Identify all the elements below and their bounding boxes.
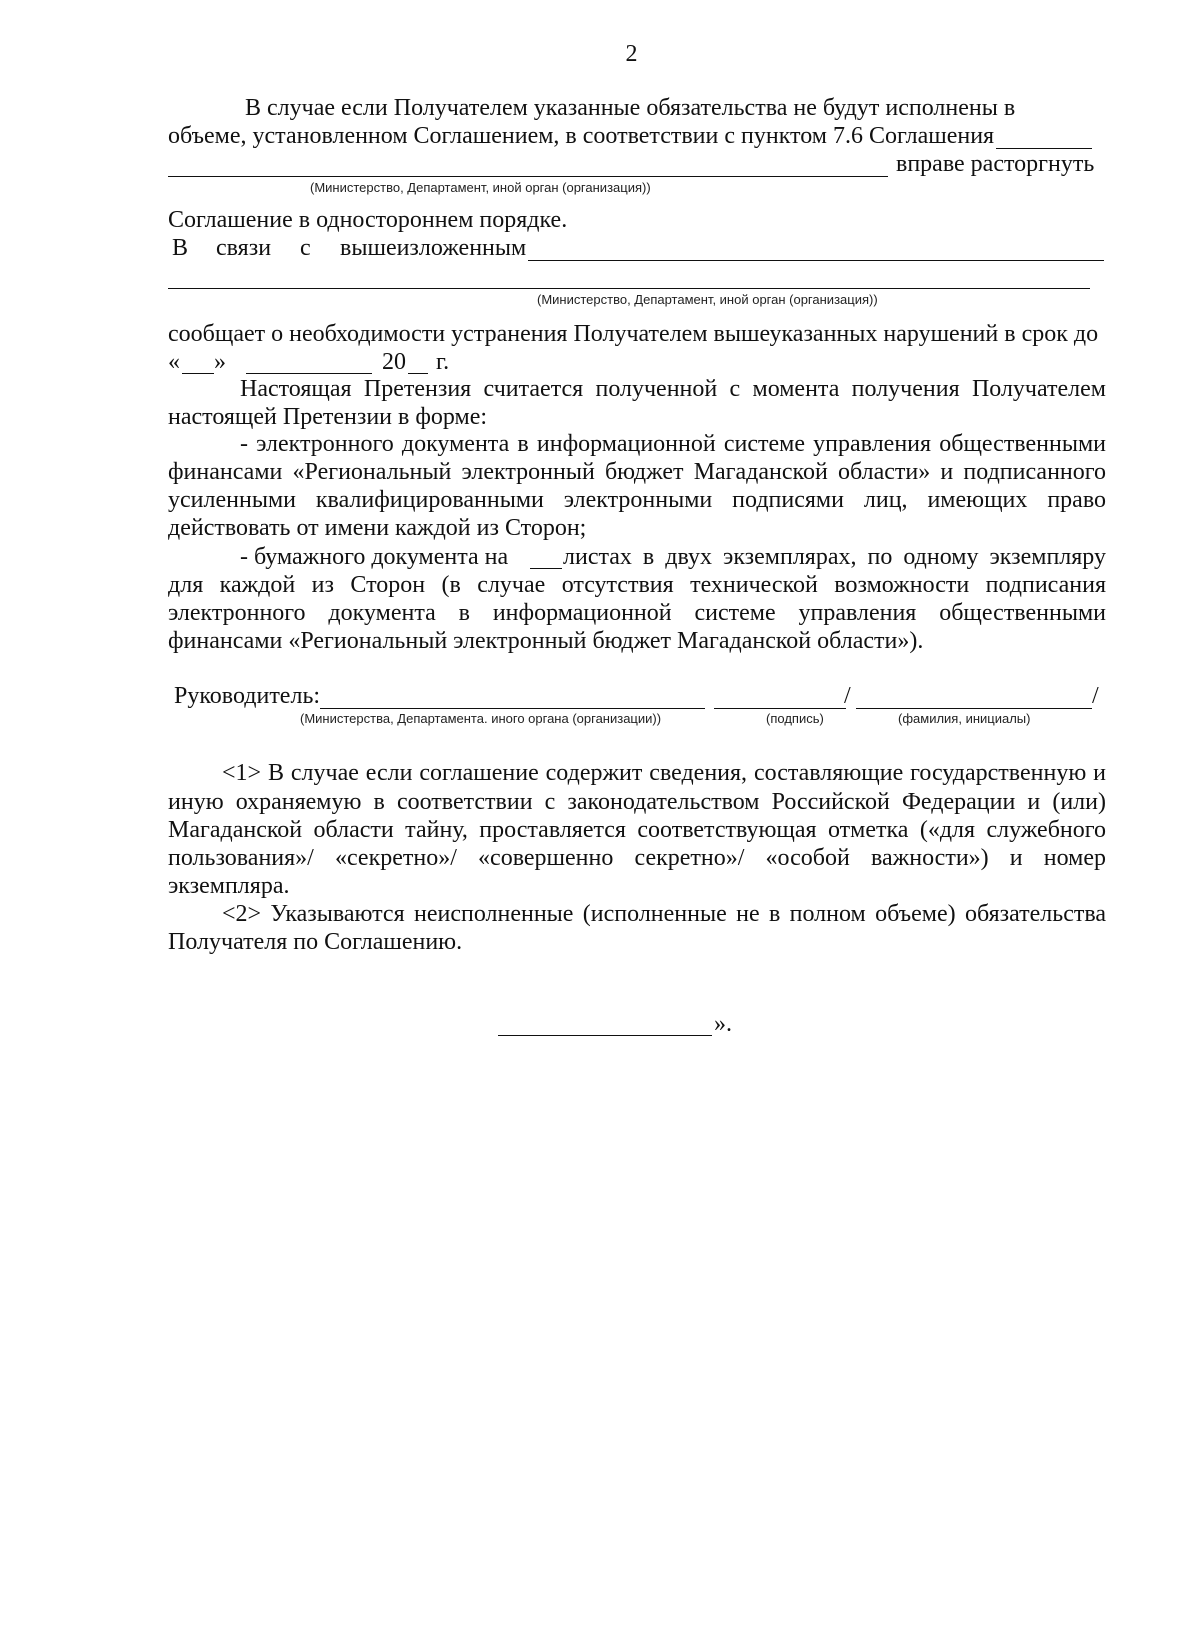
paragraph2-word: В: [172, 235, 189, 261]
paragraph3-line1: Настоящая Претензия считается полученной с момента получения Получателем: [240, 376, 1106, 402]
signature-caption-sign: (подпись): [766, 711, 824, 726]
paragraph3-line2: настоящей Претензии в форме:: [168, 404, 488, 430]
signature-separator: /: [844, 683, 851, 709]
date-year-suffix: г.: [436, 349, 450, 375]
footnote1-line1: <1> В случае если соглашение содержит сведения, составляющие государственную и: [222, 760, 1106, 786]
paragraph1-line2: объеме, установленном Соглашением, в соответствии с пунктом 7.6 Соглашения: [168, 123, 995, 149]
item1-line1: - электронного документа в информационной системе управления общественными: [240, 431, 1106, 457]
date-open-quote: «: [168, 349, 180, 375]
blank-line: [530, 568, 562, 569]
paragraph2-word: вышеизложенным: [340, 235, 527, 261]
item2-line2: для каждой из Сторон (в случае отсутствия технической возможности подписания: [168, 572, 1106, 598]
field-caption: (Министерство, Департамент, иной орган (организация)): [310, 180, 651, 195]
item2-line4: финансами «Региональный электронный бюджет Магаданской области»).: [168, 628, 924, 654]
signature-org-line: [320, 708, 705, 709]
date-close-quote: »: [214, 349, 226, 375]
date-year-prefix: 20: [382, 349, 406, 375]
page-number: 2: [625, 41, 638, 67]
footnote1-line4: пользования»/ «секретно»/ «совершенно секретно»/ «особой важности») и номер: [168, 845, 1106, 871]
signature-name-line: [856, 708, 1092, 709]
paragraph1-line4: Соглашение в одностороннем порядке.: [168, 207, 568, 233]
footnote1-line2: иную охраняемую в соответствии с законодательством Российской Федерации и (или): [168, 789, 1106, 815]
blank-line: [408, 373, 428, 374]
footnote1-line5: экземпляра.: [168, 873, 290, 899]
blank-line: [168, 176, 888, 177]
paragraph2-word: связи: [216, 235, 272, 261]
signature-caption-org: (Министерства, Департамента. иного органа (организации)): [300, 711, 662, 726]
paragraph1-line3: вправе расторгнуть: [896, 151, 1095, 177]
item1-line4: действовать от имени каждой из Сторон;: [168, 515, 587, 541]
blank-line: [528, 260, 1104, 261]
footnote2-line2: Получателя по Соглашению.: [168, 929, 463, 955]
item2-line1-start: - бумажного документа на: [240, 544, 509, 570]
blank-line: [246, 373, 372, 374]
item1-line3: усиленными квалифицированными электронными подписями лиц, имеющих право: [168, 487, 1106, 513]
paragraph2-line2: сообщает о необходимости устранения Получателем вышеуказанных нарушений в срок до: [168, 321, 1099, 347]
closing-line: [498, 1035, 712, 1036]
footnote2-line1: <2> Указываются неисполненные (исполненные не в полном объеме) обязательства: [222, 901, 1106, 927]
signature-label: Руководитель:: [174, 683, 321, 709]
signature-separator: /: [1092, 683, 1099, 709]
item2-line3: электронного документа в информационной системе управления общественными: [168, 600, 1106, 626]
signature-caption-name: (фамилия, инициалы): [898, 711, 1031, 726]
item2-line1-end: листах в двух экземплярах, по одному экземпляру: [563, 544, 1106, 570]
blank-line: [996, 148, 1092, 149]
signature-sign-line: [714, 708, 846, 709]
field-caption: (Министерство, Департамент, иной орган (организация)): [537, 292, 878, 307]
paragraph1-line1: В случае если Получателем указанные обязательства не будут исполнены в: [245, 95, 1016, 121]
paragraph2-word: с: [300, 235, 311, 261]
closing-quote: ».: [714, 1011, 732, 1037]
blank-line: [182, 373, 214, 374]
footnote1-line3: Магаданской области тайну, проставляется соответствующая отметка («для служебного: [168, 817, 1106, 843]
item1-line2: финансами «Региональный электронный бюджет Магаданской области» и подписанного: [168, 459, 1106, 485]
blank-line: [168, 288, 1090, 289]
